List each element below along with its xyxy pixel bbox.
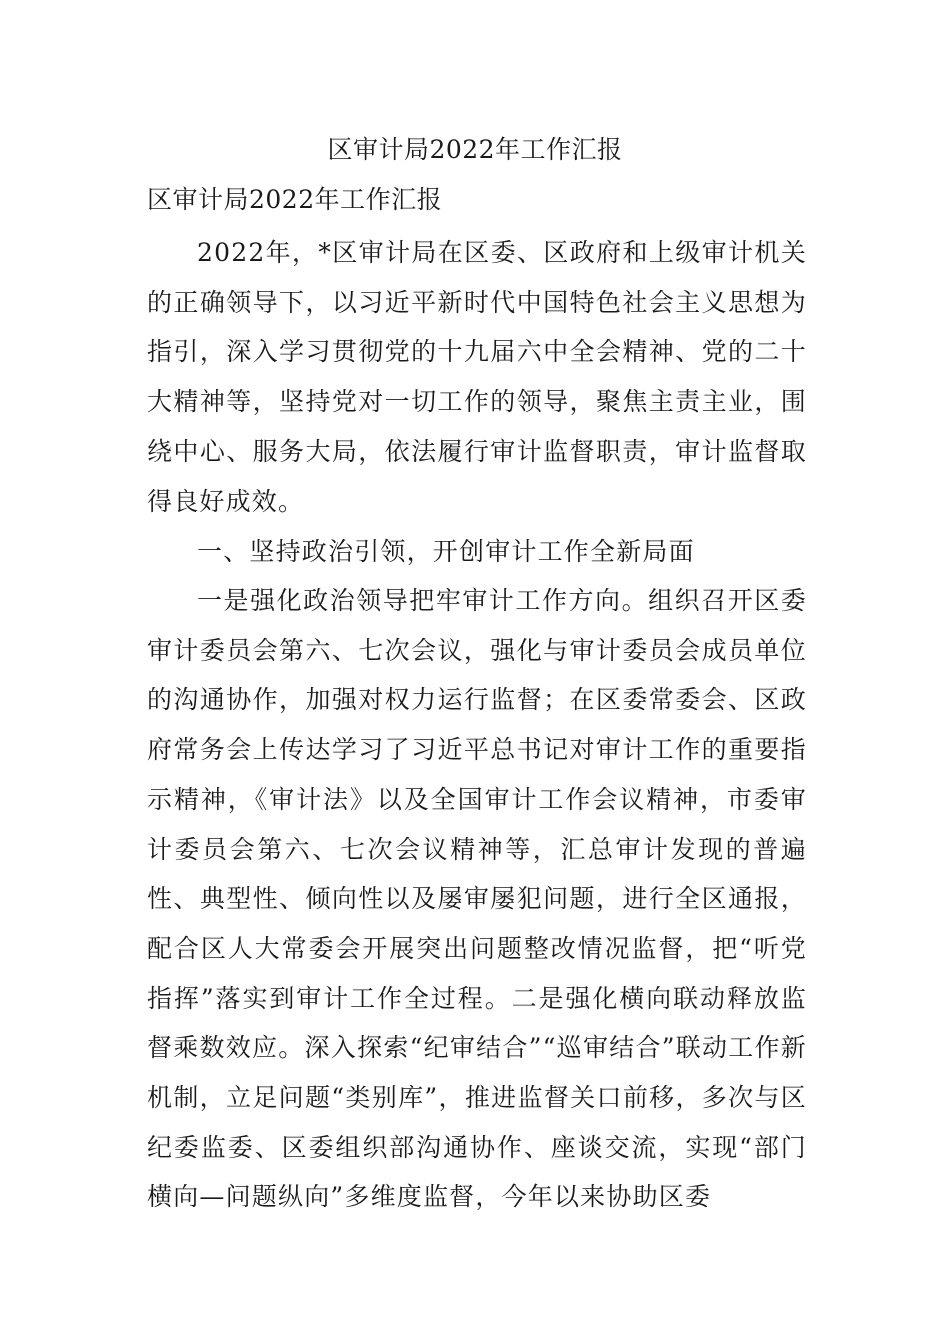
intro-paragraph: 2022年，*区审计局在区委、区政府和上级审计机关的正确领导下，以习近平新时代中国特色社会主义思想为指引，深入学习贯彻党的十九届六中全会精神、党的二十大精神等，坚持党对一切工作的领导，聚焦主责主业，围绕中心、服务大局，依法履行审计监督职责，审计监督取得良好成效。 (147, 238, 807, 516)
section-heading: 一、坚持政治引领，开创审计工作全新局面 (197, 537, 695, 566)
document-subtitle: 区审计局2022年工作汇报 (147, 185, 443, 214)
section-paragraph: 一是强化政治领导把牢审计工作方向。组织召开区委审计委员会第六、七次会议，强化与审计委员会成员单位的沟通协作，加强对权力运行监督；在区委常委会、区政府常务会上传达学习了习近平总书记对审计工作的重要指示精神，《审计法》以及全国审计工作会议精神，市委审计委员会第六、七次会议精神等，汇总审计发现的普遍性、典型性、倾向性以及屡审屡犯问题，进行全区通报，配合区人大常委会开展突出问题整改情况监督，把“听党指挥”落实到审计工作全过程。二是强化横向联动释放监督乘数效应。深入探索“纪审结合”“巡审结合”联动工作新机制，立足问题“类别库”，推进监督关口前移，多次与区纪委监委、区委组织部沟通协作、座谈交流，实现“部门横向—问题纵向”多维度监督，今年以来协助区委 (147, 586, 807, 1212)
document-title: 区审计局2022年工作汇报 (327, 135, 623, 164)
